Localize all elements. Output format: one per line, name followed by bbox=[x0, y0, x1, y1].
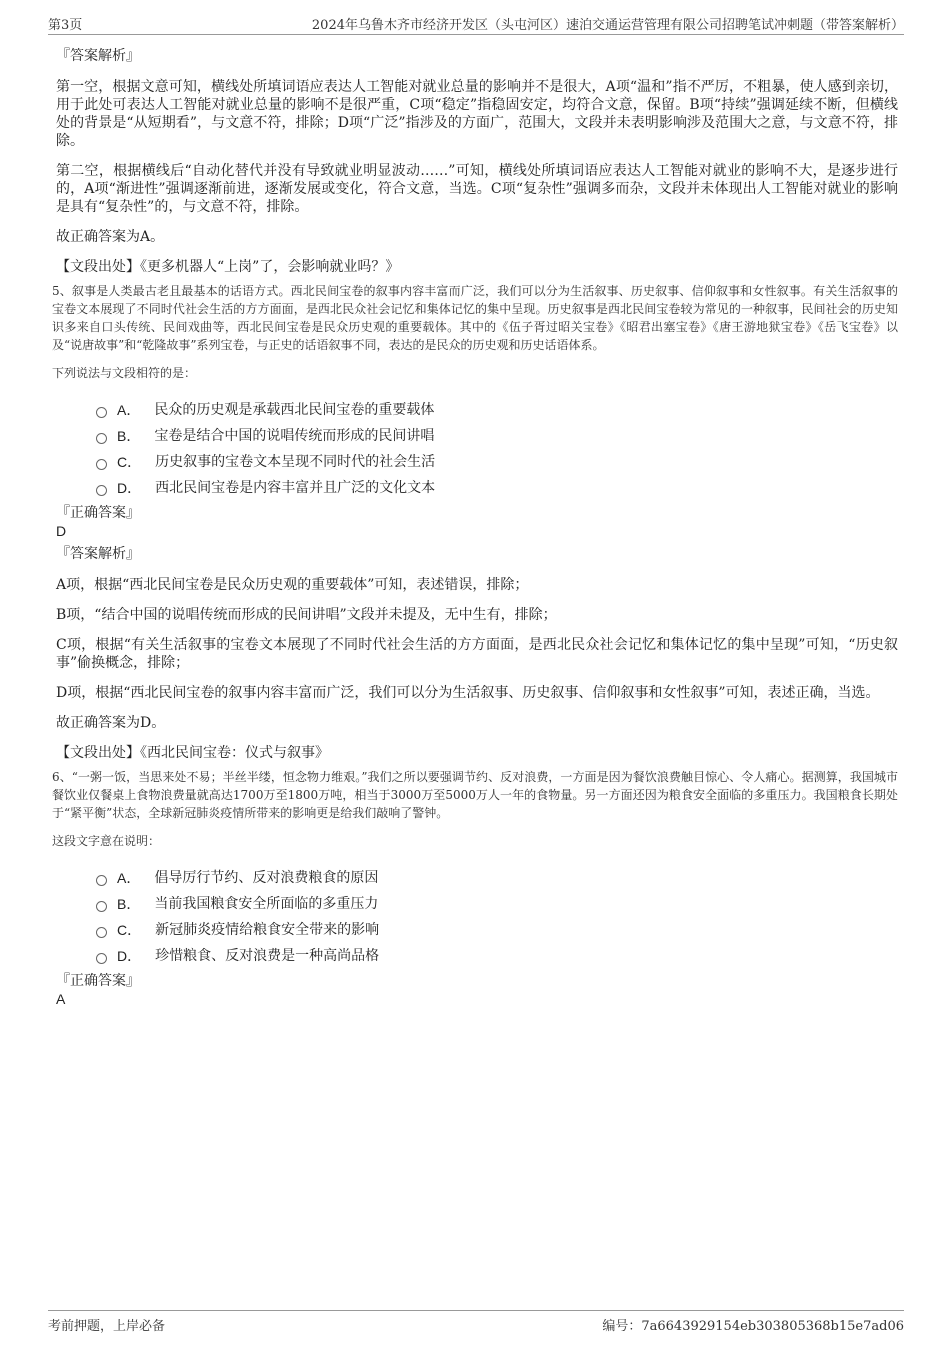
correct-answer: A bbox=[56, 991, 66, 1007]
radio-icon[interactable] bbox=[96, 875, 107, 886]
question-6-options bbox=[96, 868, 898, 966]
option-c[interactable] bbox=[96, 920, 898, 940]
radio-icon[interactable] bbox=[96, 901, 107, 912]
question-5-options bbox=[96, 400, 898, 498]
option-text: 宝卷是结合中国的说唱传统而形成的民间讲唱 bbox=[154, 428, 435, 444]
option-letter: B． bbox=[117, 896, 141, 912]
analysis-option-c: C项，根据“有关生活叙事的宝卷文本展现了不同时代社会生活的方方面面，是西北民众社会记忆和集体记忆的集中呈现”可知，“历史叙事”偷换概念，排除； bbox=[56, 637, 898, 671]
correct-answer: D bbox=[56, 523, 67, 539]
source-citation: 【文段出处】《更多机器人“上岗”了，会影响就业吗？》 bbox=[56, 259, 400, 275]
analysis-paragraph: 第一空，根据文意可知，横线处所填词语应表达人工智能对就业总量的影响并不是很大，A项“温和”指不严厉，不粗暴，使人感到亲切，用于此处可表达人工智能对就业总量的影响不是很严重，C项“稳定”指稳固安定，均符合文意，保留。B项“持续”强调延续不断，但横线处的背景是“从短期看”，与文意不符，排除；D项“广泛”指涉及的方面广，范围大，文段并未表明影响涉及范围大之意，与文意不符，排除。 bbox=[56, 79, 898, 149]
option-text: 倡导厉行节约、反对浪费粮食的原因 bbox=[154, 870, 379, 886]
analysis-option-b: B项，“结合中国的说唱传统而形成的民间讲唱”文段并未提及，无中生有，排除； bbox=[56, 607, 557, 623]
radio-icon[interactable] bbox=[96, 485, 107, 496]
source-citation: 【文段出处】《西北民间宝卷：仪式与叙事》 bbox=[56, 745, 329, 761]
option-text: 当前我国粮食安全所面临的多重压力 bbox=[154, 896, 379, 912]
option-a[interactable] bbox=[96, 400, 898, 420]
question-5-prompt: 下列说法与文段相符的是： bbox=[52, 366, 197, 380]
document-title: 2024年乌鲁木齐市经济开发区（头屯河区）速泊交通运营管理有限公司招聘笔试冲刺题（带答案解析） bbox=[311, 18, 904, 33]
radio-icon[interactable] bbox=[96, 433, 107, 444]
correct-answer-tag: 『正确答案』 bbox=[56, 973, 140, 989]
option-a[interactable] bbox=[96, 868, 898, 888]
option-text: 新冠肺炎疫情给粮食安全带来的影响 bbox=[155, 922, 380, 938]
question-5-stem: 5、叙事是人类最古老且最基本的话语方式。西北民间宝卷的叙事内容丰富而广泛，我们可以分为生活叙事、历史叙事、信仰叙事和女性叙事。有关生活叙事的宝卷文本展现了不同时代社会生活的方方面面，是西北民众社会记忆和集体记忆的集中呈现。历史叙事是西北民间宝卷较为常见的一种叙事，民间社会的历史知识多来自口头传统、民间戏曲等，西北民间宝卷是民众历史观的重要载体。其中的《伍子胥过昭关宝卷》《昭君出塞宝卷》《唐王游地狱宝卷》《岳飞宝卷》以及“说唐故事”和“乾隆故事”系列宝卷，与正史的话语叙事不同，表达的是民众的历史观和历史话语体系。 bbox=[52, 284, 898, 352]
option-d[interactable] bbox=[96, 946, 898, 966]
page-header bbox=[48, 14, 904, 35]
correct-answer-tag: 『正确答案』 bbox=[56, 505, 140, 521]
radio-icon[interactable] bbox=[96, 927, 107, 938]
option-letter: C． bbox=[117, 922, 142, 938]
analysis-paragraph: 第二空，根据横线后“自动化替代并没有导致就业明显波动……”可知，横线处所填词语应表达人工智能对就业的影响不大，是逐步进行的，A项“渐进性”强调逐渐前进，逐渐发展或变化，符合文意，当选。C项“复杂性”强调多而杂，文段并未体现出人工智能对就业的影响是具有“复杂性”的，与文意不符，排除。 bbox=[56, 163, 898, 215]
conclusion-text: 故正确答案为D。 bbox=[56, 715, 166, 731]
analysis-option-a: A项，根据“西北民间宝卷是民众历史观的重要载体”可知，表述错误，排除； bbox=[56, 577, 529, 593]
option-letter: B． bbox=[117, 428, 141, 444]
option-b[interactable] bbox=[96, 894, 898, 914]
page-footer bbox=[48, 1310, 904, 1335]
radio-icon[interactable] bbox=[96, 953, 107, 964]
radio-icon[interactable] bbox=[96, 407, 107, 418]
option-b[interactable] bbox=[96, 426, 898, 446]
footer-slogan: 考前押题，上岸必备 bbox=[48, 1319, 166, 1334]
option-letter: C． bbox=[117, 454, 142, 470]
option-c[interactable] bbox=[96, 452, 898, 472]
document-id: 编号：7a6643929154eb303805368b15e7ad06 bbox=[602, 1319, 904, 1334]
option-text: 西北民间宝卷是内容丰富并且广泛的文化文本 bbox=[155, 480, 436, 496]
option-letter: D． bbox=[117, 948, 142, 964]
question-6-stem: 6、“一粥一饭，当思来处不易；半丝半缕，恒念物力维艰。”我们之所以要强调节约、反对浪费，一方面是因为餐饮浪费触目惊心、令人痛心。据测算，我国城市餐饮业仅餐桌上食物浪费量就高达1700万至1800万吨，相当于3000万至5000万人一年的食物量。另一方面还因为粮食安全面临的多重压力。我国粮食长期处于“紧平衡”状态，全球新冠肺炎疫情所带来的影响更是给我们敲响了警钟。 bbox=[52, 770, 898, 820]
option-d[interactable] bbox=[96, 478, 898, 498]
option-text: 民众的历史观是承载西北民间宝卷的重要载体 bbox=[154, 402, 435, 418]
analysis-option-d: D项，根据“西北民间宝卷的叙事内容丰富而广泛，我们可以分为生活叙事、历史叙事、信仰叙事和女性叙事”可知，表述正确，当选。 bbox=[56, 685, 880, 701]
analysis-tag: 『答案解析』 bbox=[56, 546, 140, 562]
main-content bbox=[52, 46, 898, 1012]
analysis-tag: 『答案解析』 bbox=[56, 48, 140, 64]
option-text: 历史叙事的宝卷文本呈现不同时代的社会生活 bbox=[155, 454, 436, 470]
page-number: 第3页 bbox=[48, 18, 83, 33]
conclusion-text: 故正确答案为A。 bbox=[56, 229, 165, 245]
question-6-prompt: 这段文字意在说明： bbox=[52, 834, 161, 848]
option-letter: A． bbox=[117, 870, 141, 886]
option-text: 珍惜粮食、反对浪费是一种高尚品格 bbox=[155, 948, 380, 964]
option-letter: A． bbox=[117, 402, 141, 418]
radio-icon[interactable] bbox=[96, 459, 107, 470]
option-letter: D． bbox=[117, 480, 142, 496]
